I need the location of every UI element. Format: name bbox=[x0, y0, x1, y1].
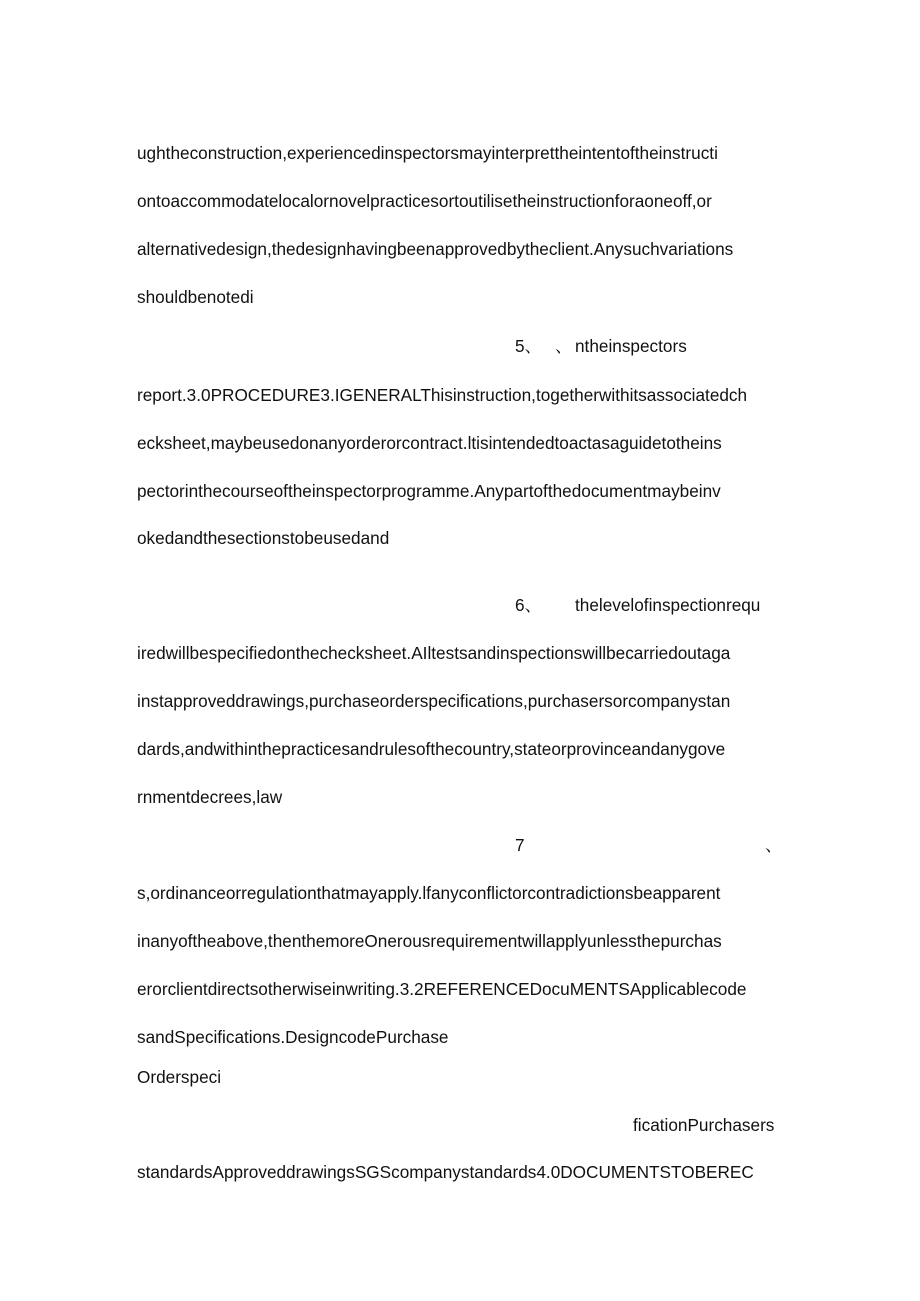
text-line: pectorinthecourseoftheinspectorprogramme.Anypartofthedocumentmaybeinv bbox=[137, 481, 721, 501]
text-line: erorclientdirectsotherwiseinwriting.3.2REFERENCEDocuMENTSApplicablecode bbox=[137, 979, 747, 999]
text-line: ontoaccommodatelocalornovelpracticesortoutilisetheinstructionforaoneoff,or bbox=[137, 191, 712, 211]
item-number-7: 7 bbox=[515, 835, 525, 855]
text-line: ughtheconstruction,experiencedinspectorsmayinterprettheintentoftheinstructi bbox=[137, 143, 718, 163]
text-line: iredwillbespecifiedonthechecksheet.AIltestsandinspectionswillbecarriedoutaga bbox=[137, 643, 731, 663]
text-line: rnmentdecrees,law bbox=[137, 787, 283, 807]
text-line: dards,andwithinthepracticesandrulesofthecountry,stateorprovinceandanygove bbox=[137, 739, 726, 759]
text-line: sandSpecifications.DesigncodePurchase bbox=[137, 1027, 449, 1047]
text-line: inanyoftheabove,thenthemoreOnerousrequirementwillapplyunlessthepurchas bbox=[137, 931, 722, 951]
item-mark-7: 、 bbox=[765, 835, 783, 855]
text-line: alternativedesign,thedesignhavingbeenapprovedbytheclient.Anysuchvariations bbox=[137, 239, 734, 259]
text-line: okedandthesectionstobeusedand bbox=[137, 528, 390, 548]
text-line: instapproveddrawings,purchaseorderspecifications,purchasersorcompanystan bbox=[137, 691, 731, 711]
text-line: Orderspeci bbox=[137, 1067, 222, 1087]
text-line: s,ordinanceorregulationthatmayapply.lfanyconflictorcontradictionsbeapparent bbox=[137, 883, 721, 903]
right-aligned-text: ficationPurchasers bbox=[633, 1115, 775, 1135]
item-mark-5: 、 bbox=[555, 336, 573, 356]
item-number-6: 6、 bbox=[515, 595, 542, 615]
item-text-6: thelevelofinspectionrequ bbox=[575, 595, 761, 615]
item-number-5: 5、 bbox=[515, 336, 542, 356]
text-line: report.3.0PROCEDURE3.IGENERALThisinstruction,togetherwithitsassociatedch bbox=[137, 385, 748, 405]
text-line: ecksheet,maybeusedonanyorderorcontract.ltisintendedtoactasaguidetotheins bbox=[137, 433, 722, 453]
text-line: standardsApproveddrawingsSGScompanystandards4.0DOCUMENTSTOBEREC bbox=[137, 1162, 754, 1182]
text-line: shouldbenotedi bbox=[137, 287, 254, 307]
item-text-5: ntheinspectors bbox=[575, 336, 687, 356]
